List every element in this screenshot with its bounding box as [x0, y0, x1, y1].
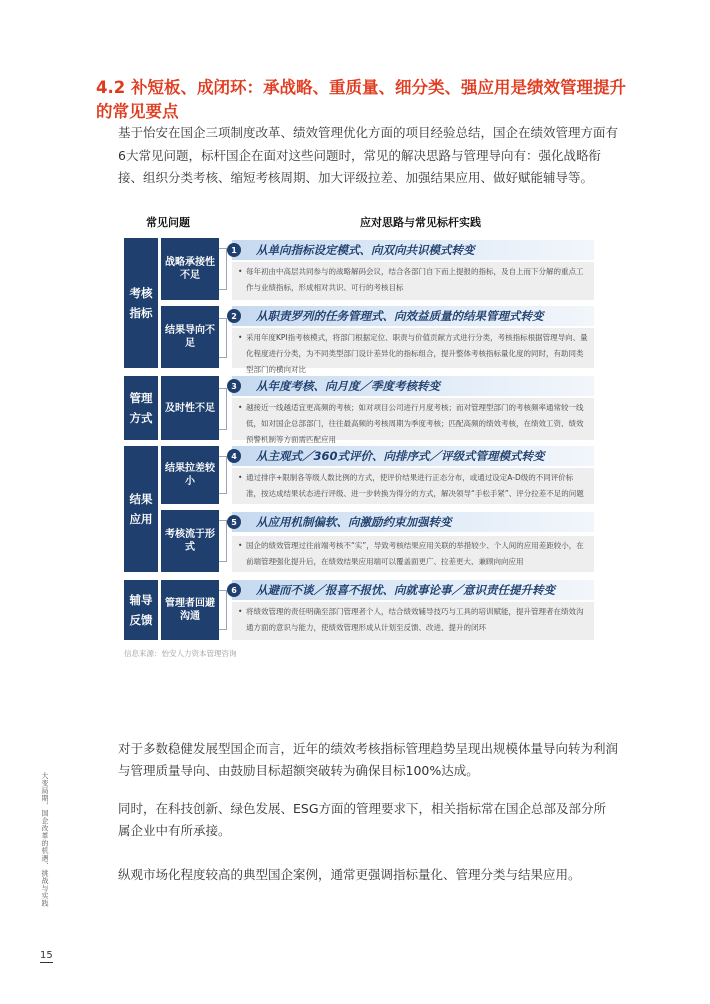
solution-text: 国企的绩效管理过往前端考核不“实”，导致考核结果应用关联的举措较少、个人间的应用差距较小，在前端管理强化提升后，在绩效结果应用端可以覆盖面更广、拉差更大、兼顾向向应用	[246, 541, 584, 566]
solution-body	[232, 536, 594, 572]
issue-result-spread: 结果拉差较小	[161, 446, 219, 504]
solution-text: 每年初由中高层共同参与的战略解码会议，结合各部门自下而上提报的指标，及自上而下分解的重点工作与业绩指标，形成相对共识、可行的考核目标	[246, 267, 584, 292]
solution-title: 从主观式／360式评价、向排序式／评级式管理模式转变	[232, 446, 594, 466]
issue-result-orientation: 结果导向不足	[161, 306, 219, 368]
solution-text: 采用年度KPI指考核模式，将部门根据定位、职责与价值贡献方式进行分类，考核指标根据管理导向、量化程度进行分类，为不同类型部门设计差异化的指标组合，提升整体考核指标量化度的同时，有助同类型部门的横向对比	[246, 333, 588, 374]
issue-strategy: 战略承接性不足	[161, 238, 219, 300]
body-paragraph: 同时，在科技创新、绿色发展、ESG方面的管理要求下，相关指标常在国企总部及部分所属企业中有所承接。	[118, 801, 607, 838]
solution-title: 从避而不谈／报喜不报忧、向就事论事／意识责任提升转变	[232, 580, 594, 600]
solution-body	[232, 468, 594, 504]
body-paragraph: 纵观市场化程度较高的典型国企案例，通常更强调指标量化、管理分类与结果应用。	[118, 867, 581, 882]
connector-bracket	[219, 318, 227, 358]
step-number-badge: 2	[227, 309, 241, 323]
category-indicators: 考核指标	[124, 238, 158, 368]
connector-bracket	[219, 590, 227, 630]
bullet-icon: •	[238, 541, 243, 550]
category-results: 结果应用	[124, 446, 158, 572]
connector-bracket	[219, 388, 227, 430]
step-number-badge: 4	[227, 449, 241, 463]
solution-text: 越接近一线越适宜更高频的考核；如对项目公司进行月度考核；而对管理型部门的考核频率通常较一线低，如对国企总部部门，往往最高频的考核周期为季度考核；匹配高频的绩效考核，在绩效工资、绩效预警机制等方面需匹配应用	[246, 403, 584, 444]
issue-formality: 考核流于形式	[161, 510, 219, 572]
bullet-icon: •	[238, 333, 243, 342]
solution-body	[232, 328, 594, 374]
solution-title: 从单向指标设定模式、向双向共识模式转变	[232, 240, 594, 260]
issue-timeliness: 及时性不足	[161, 376, 219, 440]
solution-title: 从职责罗列的任务管理式、向效益质量的结果管理式转变	[232, 306, 594, 326]
source-note: 信息来源：怡安人力资本管理咨询	[124, 649, 237, 658]
category-coaching: 辅导反馈	[124, 580, 158, 640]
intro-paragraph: 基于怡安在国企三项制度改革、绩效管理优化方面的项目经验总结，国企在绩效管理方面有6大常见问题，标杆国企在面对这些问题时，常见的解决思路与管理导向有：强化战略衔接、组织分类考核、缩短考核周期、加大评级拉差、加强结果应用、做好赋能辅导等。	[118, 125, 619, 185]
col-header-solution: 应对思路与常见标杆实践	[360, 216, 481, 229]
sidebar-running-title: 大变局期，国企改革的机遇、挑战与实践	[41, 772, 49, 907]
step-number-badge: 1	[227, 243, 241, 257]
solution-text: 将绩效管理的责任明确至部门管理者个人，结合绩效辅导技巧与工具的培训赋能，提升管理者在绩效沟通方面的意识与能力，使绩效管理形成从计划至反馈、改进、提升的闭环	[246, 607, 584, 632]
bullet-icon: •	[238, 403, 243, 412]
bullet-icon: •	[238, 267, 243, 276]
solution-body	[232, 602, 594, 640]
body-paragraph: 对于多数稳健发展型国企而言，近年的绩效考核指标管理趋势呈现出规模体量导向转为利润与管理质量导向、由鼓励目标超额突破转为确保目标100%达成。	[118, 741, 619, 778]
solution-body	[232, 398, 594, 444]
section-heading: 4.2 补短板、成闭环：承战略、重质量、细分类、强应用是绩效管理提升的常见要点	[96, 78, 626, 121]
bullet-icon: •	[238, 473, 243, 482]
issue-avoid-communication: 管理者回避沟通	[161, 580, 219, 640]
step-number-badge: 5	[227, 515, 241, 529]
col-header-problem: 常见问题	[146, 216, 190, 229]
step-number-badge: 6	[227, 583, 241, 597]
step-number-badge: 3	[227, 379, 241, 393]
category-management: 管理方式	[124, 376, 158, 440]
connector-bracket	[219, 456, 227, 494]
connector-bracket	[219, 248, 227, 290]
solution-title: 从年度考核、向月度／季度考核转变	[232, 376, 594, 396]
solution-title: 从应用机制偏软、向激励约束加强转变	[232, 512, 594, 532]
bullet-icon: •	[238, 607, 243, 616]
solution-body	[232, 262, 594, 300]
solution-text: 通过排序+限制各等级人数比例的方式，使评价结果进行正态分布，或通过设定A-D级的不同评价标准，按达成结果状态进行评级、进一步转换为得分的方式，解决领导“手松手紧”、评分拉差不足的问题	[246, 473, 584, 498]
page-number: 15	[40, 950, 53, 961]
connector-bracket	[219, 520, 227, 562]
